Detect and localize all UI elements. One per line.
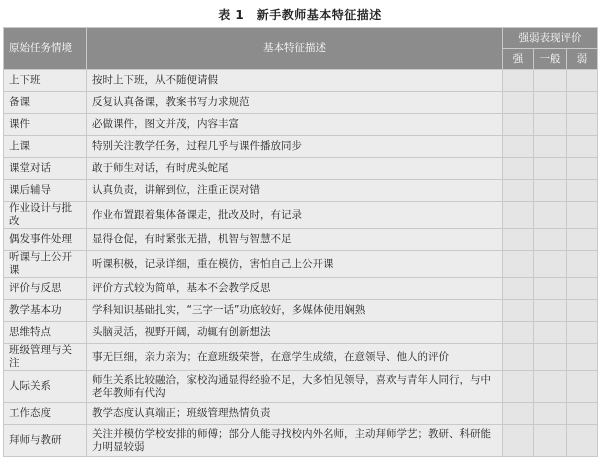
rating-medium-cell — [534, 251, 567, 278]
rating-weak-cell — [567, 251, 598, 278]
description-cell: 头脑灵活，视野开阔，动辄有创新想法 — [87, 322, 503, 344]
description-cell: 听课积极，记录详细，重在模仿，害怕自己上公开课 — [87, 251, 503, 278]
description-cell: 关注并模仿学校安排的师傅；部分人能寻找校内外名师，主动拜师学艺；教研、科研能力明显较弱 — [87, 425, 503, 457]
table-row — [4, 229, 598, 251]
table-header — [4, 28, 598, 70]
table-row — [4, 70, 598, 92]
rating-weak-cell — [567, 344, 598, 371]
situation-cell: 上下班 — [4, 70, 87, 92]
teacher-characteristics-table — [3, 27, 598, 457]
description-cell: 显得仓促，有时紧张无措，机智与智慧不足 — [87, 229, 503, 251]
table-row — [4, 158, 598, 180]
situation-cell: 课件 — [4, 114, 87, 136]
rating-medium-cell — [534, 371, 567, 403]
rating-medium-cell — [534, 202, 567, 229]
description-cell: 认真负责，讲解到位，注重正误对错 — [87, 180, 503, 202]
rating-medium-cell — [534, 278, 567, 300]
description-cell: 师生关系比较融洽，家校沟通显得经验不足，大多怕见领导，喜欢与青年人同行，与中老年教师有代沟 — [87, 371, 503, 403]
rating-strong-cell — [503, 425, 534, 457]
situation-cell: 听课与上公开课 — [4, 251, 87, 278]
description-cell: 学科知识基础扎实，“三字一话”功底较好，多媒体使用娴熟 — [87, 300, 503, 322]
description-cell: 反复认真备课，教案书写力求规范 — [87, 92, 503, 114]
rating-strong-cell — [503, 136, 534, 158]
rating-strong-cell — [503, 114, 534, 136]
situation-cell: 工作态度 — [4, 403, 87, 425]
table-row — [4, 425, 598, 457]
table-row — [4, 322, 598, 344]
rating-medium-cell — [534, 114, 567, 136]
rating-strong-cell — [503, 229, 534, 251]
rating-medium-cell — [534, 92, 567, 114]
rating-medium-cell — [534, 403, 567, 425]
rating-strong-cell — [503, 344, 534, 371]
rating-weak-cell — [567, 202, 598, 229]
table-title: 表 1 新手教师基本特征描述 — [218, 8, 382, 22]
situation-cell: 偶发事件处理 — [4, 229, 87, 251]
rating-medium-cell — [534, 136, 567, 158]
rating-strong-cell — [503, 278, 534, 300]
rating-medium-cell — [534, 425, 567, 457]
rating-weak-cell — [567, 371, 598, 403]
rating-weak-cell — [567, 92, 598, 114]
rating-medium-cell — [534, 180, 567, 202]
description-cell: 特别关注教学任务，过程几乎与课件播放同步 — [87, 136, 503, 158]
rating-weak-cell — [567, 322, 598, 344]
table-row — [4, 403, 598, 425]
description-cell: 必做课件，图文并茂，内容丰富 — [87, 114, 503, 136]
rating-medium-cell — [534, 229, 567, 251]
rating-strong-cell — [503, 251, 534, 278]
rating-strong-cell — [503, 371, 534, 403]
rating-medium-cell — [534, 322, 567, 344]
rating-medium-cell — [534, 70, 567, 92]
rating-weak-cell — [567, 180, 598, 202]
header-strong: 强 — [503, 49, 534, 70]
table-row — [4, 114, 598, 136]
rating-weak-cell — [567, 158, 598, 180]
table-row — [4, 278, 598, 300]
situation-cell: 思维特点 — [4, 322, 87, 344]
description-cell: 教学态度认真端正；班级管理热情负责 — [87, 403, 503, 425]
rating-weak-cell — [567, 425, 598, 457]
rating-weak-cell — [567, 300, 598, 322]
table-row — [4, 136, 598, 158]
table-row — [4, 202, 598, 229]
table-row — [4, 371, 598, 403]
rating-strong-cell — [503, 158, 534, 180]
situation-cell: 教学基本功 — [4, 300, 87, 322]
table-body — [4, 70, 598, 457]
rating-medium-cell — [534, 344, 567, 371]
header-weak: 弱 — [567, 49, 598, 70]
description-cell: 作业布置跟着集体备课走，批改及时，有记录 — [87, 202, 503, 229]
rating-strong-cell — [503, 403, 534, 425]
rating-medium-cell — [534, 300, 567, 322]
situation-cell: 评价与反思 — [4, 278, 87, 300]
header-situation: 原始任务情境 — [4, 28, 87, 70]
rating-weak-cell — [567, 403, 598, 425]
rating-strong-cell — [503, 180, 534, 202]
situation-cell: 拜师与教研 — [4, 425, 87, 457]
description-cell: 评价方式较为简单，基本不会教学反思 — [87, 278, 503, 300]
situation-cell: 备课 — [4, 92, 87, 114]
rating-strong-cell — [503, 300, 534, 322]
rating-weak-cell — [567, 70, 598, 92]
header-rating: 强弱表现评价 — [503, 28, 598, 49]
situation-cell: 作业设计与批改 — [4, 202, 87, 229]
table-row — [4, 92, 598, 114]
table-row — [4, 251, 598, 278]
description-cell: 事无巨细，亲力亲为；在意班级荣誉，在意学生成绩，在意领导、他人的评价 — [87, 344, 503, 371]
header-description: 基本特征描述 — [87, 28, 503, 70]
description-cell: 按时上下班，从不随便请假 — [87, 70, 503, 92]
table-row — [4, 180, 598, 202]
description-cell: 敢于师生对话，有时虎头蛇尾 — [87, 158, 503, 180]
situation-cell: 人际关系 — [4, 371, 87, 403]
table-row — [4, 300, 598, 322]
rating-strong-cell — [503, 70, 534, 92]
rating-weak-cell — [567, 114, 598, 136]
rating-strong-cell — [503, 322, 534, 344]
rating-weak-cell — [567, 229, 598, 251]
rating-medium-cell — [534, 158, 567, 180]
situation-cell: 课堂对话 — [4, 158, 87, 180]
rating-weak-cell — [567, 278, 598, 300]
situation-cell: 班级管理与关注 — [4, 344, 87, 371]
rating-strong-cell — [503, 92, 534, 114]
rating-strong-cell — [503, 202, 534, 229]
situation-cell: 课后辅导 — [4, 180, 87, 202]
situation-cell: 上课 — [4, 136, 87, 158]
rating-weak-cell — [567, 136, 598, 158]
header-medium: 一般 — [534, 49, 567, 70]
table-row — [4, 344, 598, 371]
